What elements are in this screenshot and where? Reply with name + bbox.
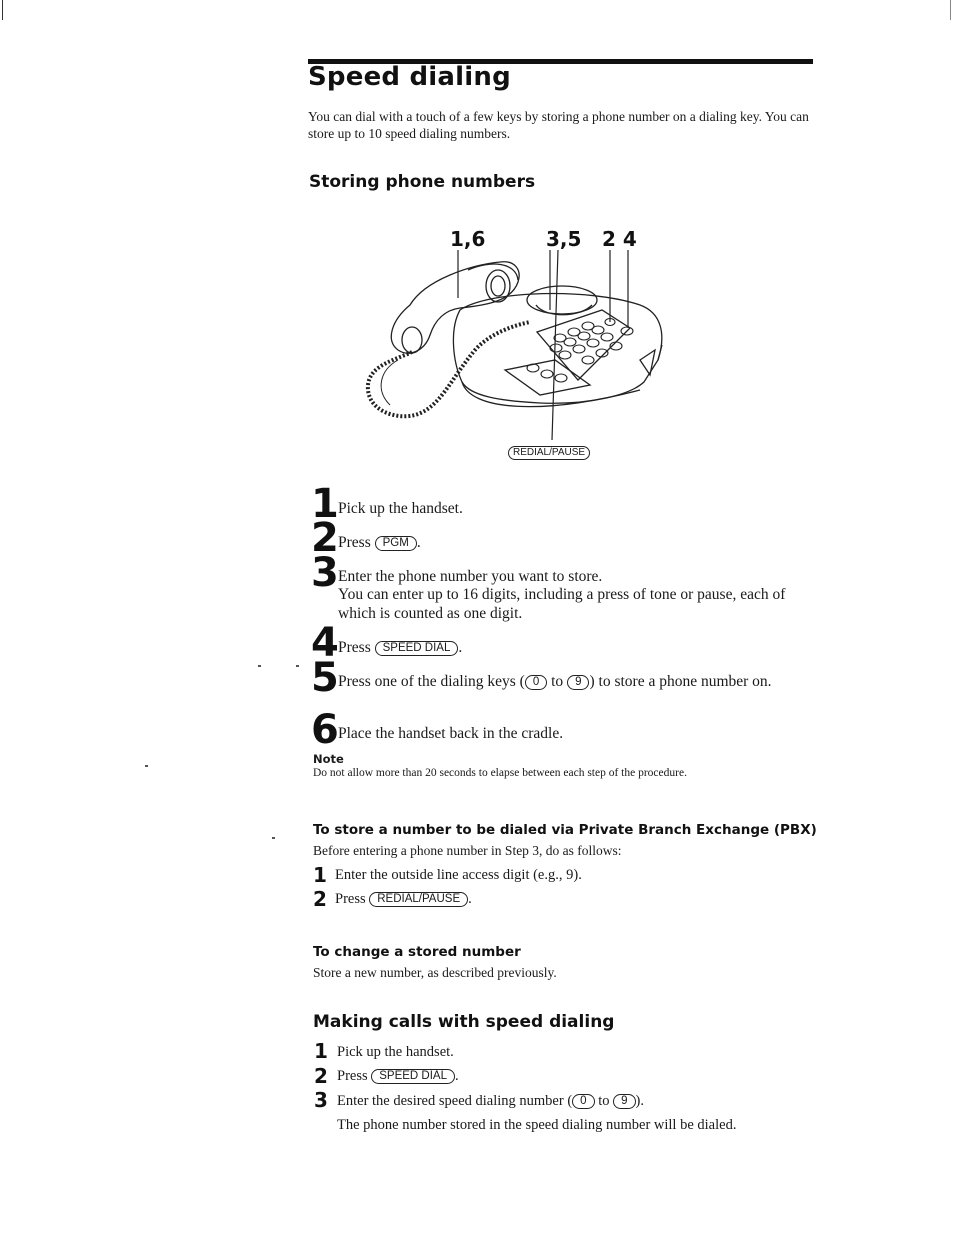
step-number: 5 xyxy=(311,655,339,701)
pbx-intro: Before entering a phone number in Step 3, do as follows: xyxy=(313,843,622,858)
step-text: Pick up the handset. xyxy=(337,1044,454,1060)
zero-key: 0 xyxy=(525,675,547,690)
step-number: 2 xyxy=(313,887,327,911)
step-text xyxy=(335,890,472,908)
calls-heading: Making calls with speed dialing xyxy=(313,1012,615,1032)
callout-keys: 3,5 xyxy=(546,227,582,251)
step-press-text: Press xyxy=(337,1068,368,1084)
redial-pause-key: REDIAL/PAUSE xyxy=(369,892,468,907)
scan-speck xyxy=(145,765,148,767)
step-text-lead: Enter the desired speed dialing number ( xyxy=(337,1093,573,1109)
note-text: Do not allow more than 20 seconds to elapse between each step of the procedure. xyxy=(313,767,687,779)
redial-pause-key-label xyxy=(508,443,590,461)
step-text xyxy=(338,533,421,552)
note-heading: Note xyxy=(313,752,344,766)
pgm-key: PGM xyxy=(375,536,417,551)
intro-paragraph: You can dial with a touch of a few keys by storing a phone number on a dialing key. You can store up to 10 speed dialing numbers. xyxy=(308,109,809,141)
step-text xyxy=(338,638,462,657)
scan-speck xyxy=(258,665,261,667)
step-press-text: Press xyxy=(338,639,371,656)
period: . xyxy=(455,1068,459,1084)
step-number: 6 xyxy=(311,707,339,753)
period: . xyxy=(458,639,463,656)
step-number: 3 xyxy=(311,550,339,596)
step-text: Enter the outside line access digit (e.g., 9). xyxy=(335,867,582,883)
step-text: Press one of the dialing keys ( 0 to 9 ) to store a phone number on. xyxy=(338,673,772,690)
to-text: to xyxy=(598,1093,610,1109)
step-text: Pick up the handset. xyxy=(338,500,463,517)
pbx-heading: To store a number to be dialed via Private Branch Exchange (PBX) xyxy=(313,822,817,838)
calls-result: The phone number stored in the speed dialing number will be dialed. xyxy=(337,1117,737,1133)
period: . xyxy=(468,891,472,907)
change-text: Store a new number, as described previously. xyxy=(313,965,557,980)
step-number: 1 xyxy=(313,863,327,887)
step-number: 1 xyxy=(314,1039,328,1063)
step-text xyxy=(337,1067,459,1085)
step-text xyxy=(337,1092,644,1110)
scan-speck xyxy=(272,837,275,839)
redial-pause-key: REDIAL/PAUSE xyxy=(508,446,590,460)
step-text: Enter the phone number you want to store. xyxy=(338,568,603,585)
callout-buttons: 2 4 xyxy=(602,227,637,251)
step-number: 2 xyxy=(314,1064,328,1088)
step-number: 3 xyxy=(314,1088,328,1112)
step-press-text: Press one of the dialing keys xyxy=(338,673,516,690)
scan-speck xyxy=(296,665,299,667)
period: . xyxy=(416,534,421,551)
to-text: to xyxy=(551,673,564,690)
nine-key: 9 xyxy=(613,1094,635,1109)
binding-line xyxy=(2,0,3,20)
speed-dial-key: SPEED DIAL xyxy=(371,1069,455,1084)
step-text: Place the handset back in the cradle. xyxy=(338,725,564,742)
zero-key: 0 xyxy=(572,1094,594,1109)
nine-key: 9 xyxy=(567,675,589,690)
callout-handset: 1,6 xyxy=(450,227,486,251)
step-number: 2 xyxy=(311,515,339,561)
step-press-text: Press xyxy=(335,891,366,907)
step-number: 4 xyxy=(311,620,339,666)
change-heading: To change a stored number xyxy=(313,944,521,960)
speed-dial-key: SPEED DIAL xyxy=(375,641,459,656)
scan-mark xyxy=(950,0,951,20)
step-number: 1 xyxy=(311,481,339,527)
page-title: Speed dialing xyxy=(308,62,511,92)
step-end-text: to store a phone number on. xyxy=(598,673,772,690)
storing-heading: Storing phone numbers xyxy=(309,172,536,192)
step-end-text: ). xyxy=(635,1093,644,1109)
step-press-text: Press xyxy=(338,534,371,551)
step-detail: You can enter up to 16 digits, including a press of tone or pause, each of which is counted as one digit. xyxy=(338,586,786,622)
